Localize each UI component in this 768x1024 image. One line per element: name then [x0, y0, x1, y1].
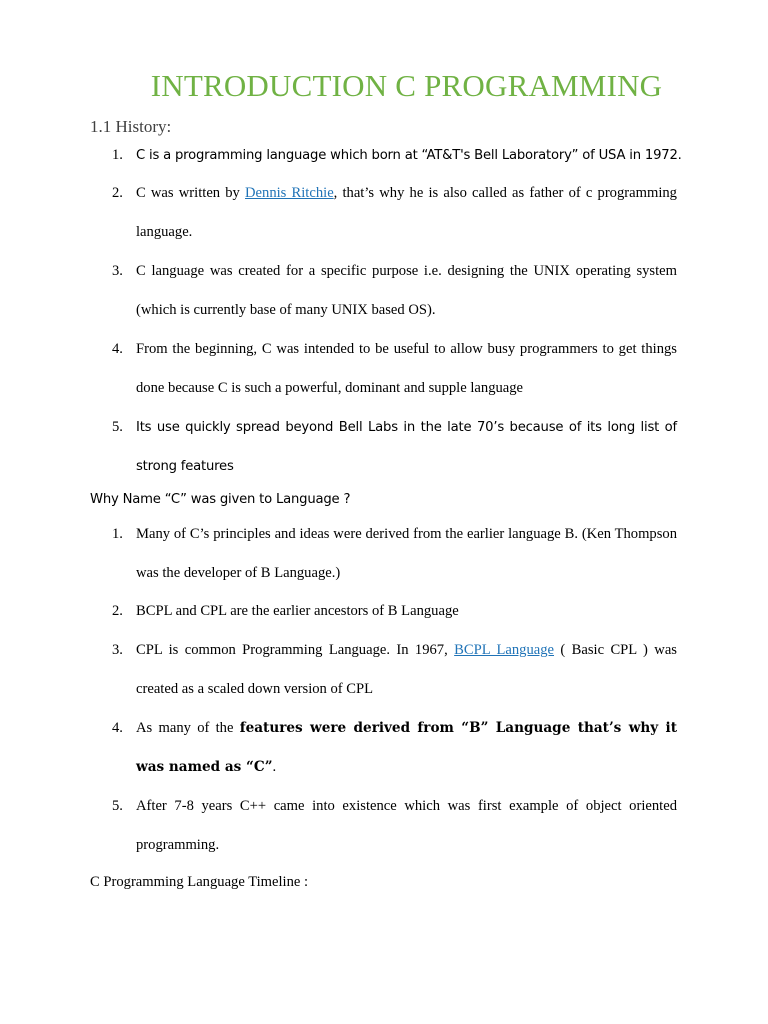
list-number: 3.: [112, 642, 123, 658]
list-text-part: , that’s why he is also called as father of c programming language.: [136, 184, 677, 240]
list-text-part: As many of the: [136, 719, 240, 736]
list-number: 4.: [112, 720, 123, 736]
list-text-part: ( Basic CPL ) was created as a scaled down version of CPL: [136, 641, 677, 697]
list-text: [136, 174, 677, 252]
list-number: 5.: [112, 798, 123, 814]
list-text: C language was created for a specific purpose i.e. designing the UNIX operating system (which is currently base of many UNIX based OS).: [136, 262, 677, 318]
timeline-heading: C Programming Language Timeline :: [90, 874, 309, 890]
list-text: [136, 709, 677, 787]
dennis-ritchie-link[interactable]: Dennis Ritchie: [245, 184, 334, 201]
list-number: 3.: [112, 263, 123, 279]
list-text: Its use quickly spread beyond Bell Labs in the late 70’s because of its long list of strong features: [136, 419, 677, 474]
list-text-part: CPL is common Programming Language. In 1967,: [136, 641, 455, 658]
bcpl-language-link[interactable]: BCPL Language: [454, 641, 555, 658]
list-number: 4.: [112, 341, 123, 357]
list-text: C is a programming language which born at “AT&T's Bell Laboratory” of USA in 1972.: [136, 147, 682, 163]
list-text-part: C was written by: [136, 184, 246, 201]
list-text: From the beginning, C was intended to be useful to allow busy programmers to get things done because C is such a powerful, dominant and supple language: [136, 340, 677, 396]
list-number: 5.: [112, 419, 123, 435]
list-text: [136, 631, 677, 709]
history-heading: 1.1 History:: [90, 117, 172, 136]
list-text: BCPL and CPL are the earlier ancestors of B Language: [136, 602, 459, 619]
list-number: 2.: [112, 185, 123, 201]
page-title: INTRODUCTION C PROGRAMMING: [150, 68, 663, 103]
why-heading: Why Name “C” was given to Language ?: [90, 492, 351, 507]
list-number: 1.: [112, 526, 123, 542]
list-text: After 7-8 years C++ came into existence which was first example of object oriented programming.: [136, 797, 677, 853]
list-number: 2.: [112, 603, 123, 619]
list-number: 1.: [112, 147, 123, 163]
list-text: Many of C’s principles and ideas were derived from the earlier language B. (Ken Thompson was the developer of B Language.): [136, 525, 677, 581]
emphasis-text: features were derived from “B” Language that’s why it was named as “C”: [136, 719, 677, 775]
list-text-part: .: [272, 758, 277, 775]
